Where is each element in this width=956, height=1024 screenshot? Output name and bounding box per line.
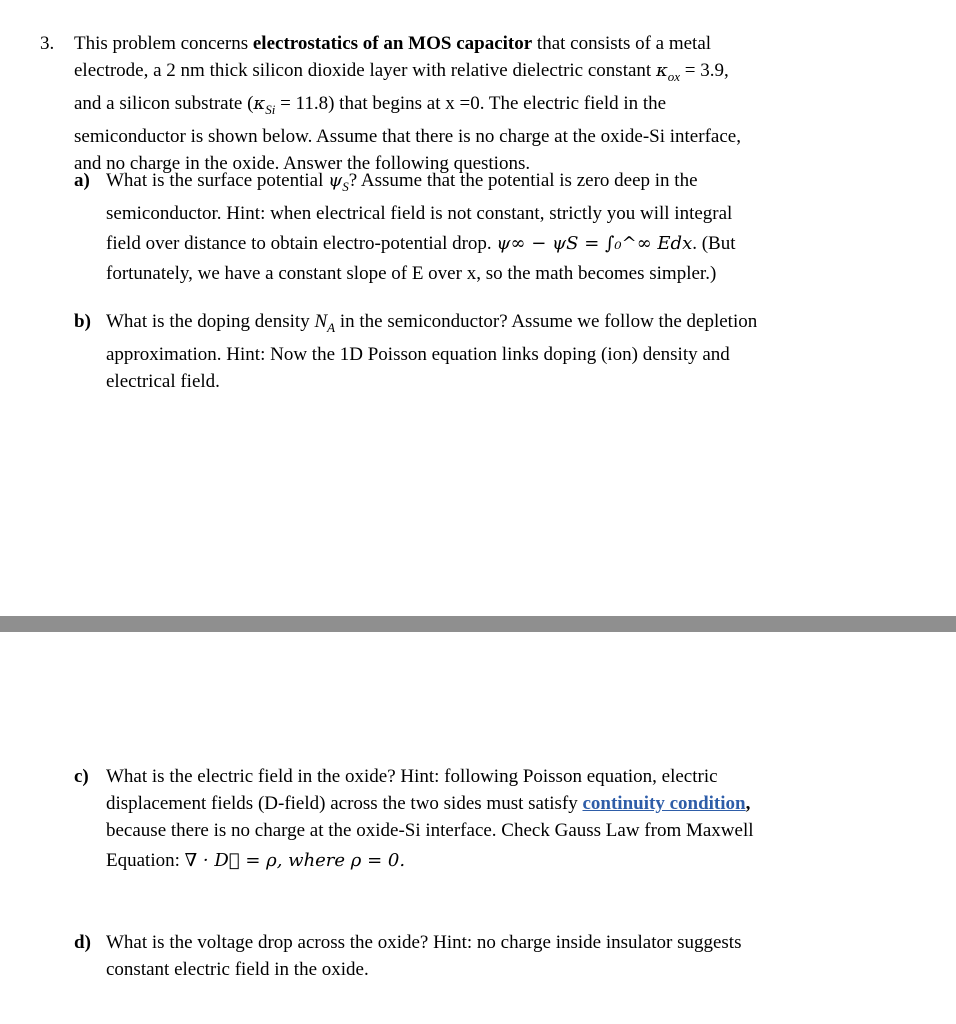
part-d-text: What is the voltage drop across the oxide? Hint: no charge inside insulator suggests constant electric field in the oxide. (106, 932, 742, 980)
problem-number: 3. (40, 33, 55, 54)
statement-line-5: and no charge in the oxide. Answer the following questions. (74, 153, 531, 174)
part-a-label: a) (74, 170, 90, 191)
integral-equation: ψ∞ − ψS = ∫₀^∞ Edx (496, 233, 693, 254)
part-b-label: b) (74, 311, 91, 332)
part-a-text: What is the surface potential $\psi_S$? Assume that the potential is zero deep in the semiconductor. Hint: when electrical field is not constant, strictly you will integral field over distance to obtain electro-potential drop. ψ∞ − ψS = ∫₀^∞ Edx. (But fortunately, we have a constant slope of E over x, so the math becomes simpler.) (106, 170, 736, 284)
statement-line-3: and a silicon substrate $(\kappa_{Si} = 11.8)$ that begins at x =0. The electric field in the (74, 93, 667, 117)
part-c-text: What is the electric field in the oxide? Hint: following Poisson equation, electric displacement fields (D-field) across the two sides must satisfy continuity condition, because there is no charge at the oxide-Si interface. Check Gauss Law from Maxwell Equation: ∇ · D⃗ = ρ, where ρ = 0. (106, 766, 754, 871)
statement-line-4: semiconductor is shown below. Assume that there is no charge at the oxide-Si interface, (74, 126, 741, 147)
problem-statement (74, 30, 934, 177)
statement-line-1: This problem concerns electrostatics of an MOS capacitor that consists of a metal (74, 33, 712, 54)
emphasis-mos-capacitor: electrostatics of an MOS capacitor (252, 33, 533, 54)
gauss-law-equation: ∇ · D⃗ = ρ, where ρ = 0. (184, 850, 406, 871)
part-c-label: c) (74, 766, 89, 787)
continuity-condition-link[interactable]: continuity condition (582, 793, 746, 814)
page-divider (0, 616, 956, 632)
statement-line-2: electrode, a 2 nm thick silicon dioxide layer with relative dielectric constant $\kappa_{ox} = 3.9$, (74, 60, 729, 84)
part-b-text: What is the doping density $N_A$ in the semiconductor? Assume we follow the depletion approximation. Hint: Now the 1D Poisson equation links doping (ion) density and electrical field. (106, 311, 758, 392)
part-d-label: d) (74, 932, 91, 953)
